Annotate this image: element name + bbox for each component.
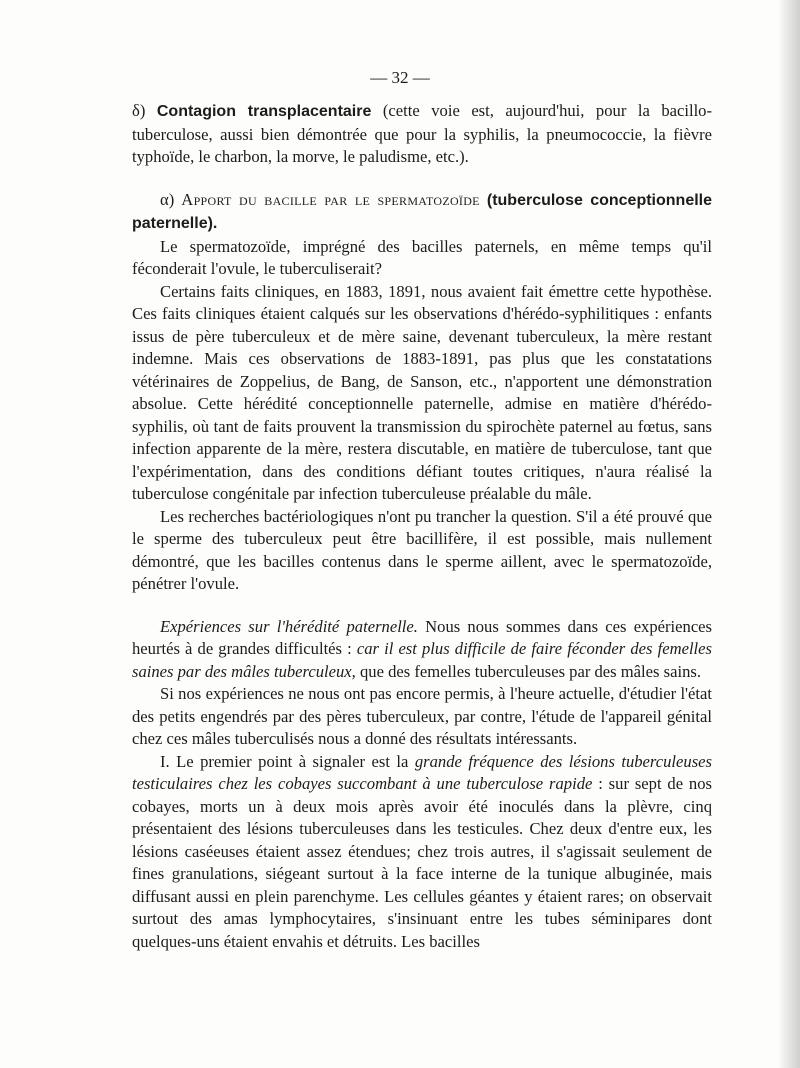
paragraph-spermatozoide: Le spermatozoïde, imprégné des bacilles paternels, en même temps qu'il féconderait l'ovule, le tuberculiserait? <box>132 236 712 278</box>
experiences-text-b: que des femelles tuberculeuses par des mâles sains. <box>359 661 701 681</box>
heading-experiences: Expériences sur l'hérédité paternelle. <box>160 616 418 636</box>
premier-point-italic: grande fréquence des lésions tuberculeuses testiculaires chez les cobayes succombant à une tuberculose rapide <box>132 751 712 793</box>
paragraph-apport-heading <box>132 189 712 236</box>
heading-apport: Apport du bacille par le spermatozoïde <box>181 189 480 209</box>
section-marker-delta: δ) <box>132 101 146 120</box>
heading-contagion: Contagion transplacentaire <box>156 103 372 120</box>
experiences-text-a: Nous nous sommes dans ces expériences heurtés à de grandes difficultés : <box>132 616 713 658</box>
premier-point-text-a: I. Le premier point à signaler est la <box>160 751 409 771</box>
paragraph-contagion <box>132 100 712 169</box>
contagion-text: (cette voie est, aujourd'hui, pour la bacillo-tuberculose, aussi bien démontrée que pour la syphilis, la pneumococcie, la fièvre typhoïde, le charbon, la morve, le paludisme, etc.). <box>132 101 713 166</box>
experiences-italic: car il est plus difficile de faire féconder des femelles saines par des mâles tuberculeux, <box>132 639 712 681</box>
premier-point-text-b: : sur sept de nos cobayes, morts un à deux mois après avoir été inoculés dans la plèvre, cinq présentaient des lésions tuberculeuses dans les testicules. Chez deux d'entre eux, les lésions caséeuses étaient assez étendues; chez trois autres, il s'agissait seulement de fines granulations, siégeant surtout à la face interne de la tunique albuginée, mais diffusant aussi en plein parenchyme. Les cellules géantes y étaient rares; on observait surtout des amas lymphocytaires, s'insinuant entre les tubes séminipares dont quelques-uns étaient envahis et détruits. Les bacilles <box>132 774 712 951</box>
page-edge-shadow <box>778 0 800 1068</box>
paragraph-resultats: Si nos expériences ne nous ont pas encore permis, à l'heure actuelle, d'étudier l'état des petits engendrés par des pères tuberculeux, par contre, l'étude de l'appareil génital chez ces mâles tuberculisés nous a donné des résultats intéressants. <box>132 684 712 748</box>
paragraph-faits-cliniques: Certains faits cliniques, en 1883, 1891, nous avaient fait émettre cette hypothèse. Ces faits cliniques étaient calqués sur les observations d'hérédo-syphilitiques : enfants issus de père tuberculeux et de mère saine, devenant tuberculeux, la mère restant indemne. Mais ces observations de 1883-1891, pas plus que les constatations vétérinaires de Zoppelius, de Bang, de Sanson, etc., n'apportent une démonstration absolue. Cette hérédité conceptionnelle paternelle, admise en matière d'hérédo-syphilis, où tant de faits prouvent la transmission du spirochète paternel au fœtus, sans infection apparente de la mère, restera discutable, en matière de tuberculose, tant que l'expérimentation, dans des conditions défiant toutes critiques, n'aura réalisé la tuberculose congénitale par infection tuberculeuse préalable du mâle. <box>132 281 712 503</box>
paragraph-recherches: Les recherches bactériologiques n'ont pu trancher la question. S'il a été prouvé que le sperme des tuberculeux peut être bacillifère, il est possible, mais nullement démontré, que les bacilles contenus dans le sperme aillent, avec le spermatozoïde, pénétrer l'ovule. <box>132 506 712 593</box>
body-text <box>132 100 712 953</box>
section-marker-alpha: α) <box>160 189 175 209</box>
page-number: — 32 — <box>370 68 430 87</box>
paragraph-experiences <box>132 616 712 684</box>
subheading-tuberculose: (tuberculose conceptionnelle paternelle). <box>132 191 713 232</box>
paragraph-premier-point <box>132 751 712 954</box>
